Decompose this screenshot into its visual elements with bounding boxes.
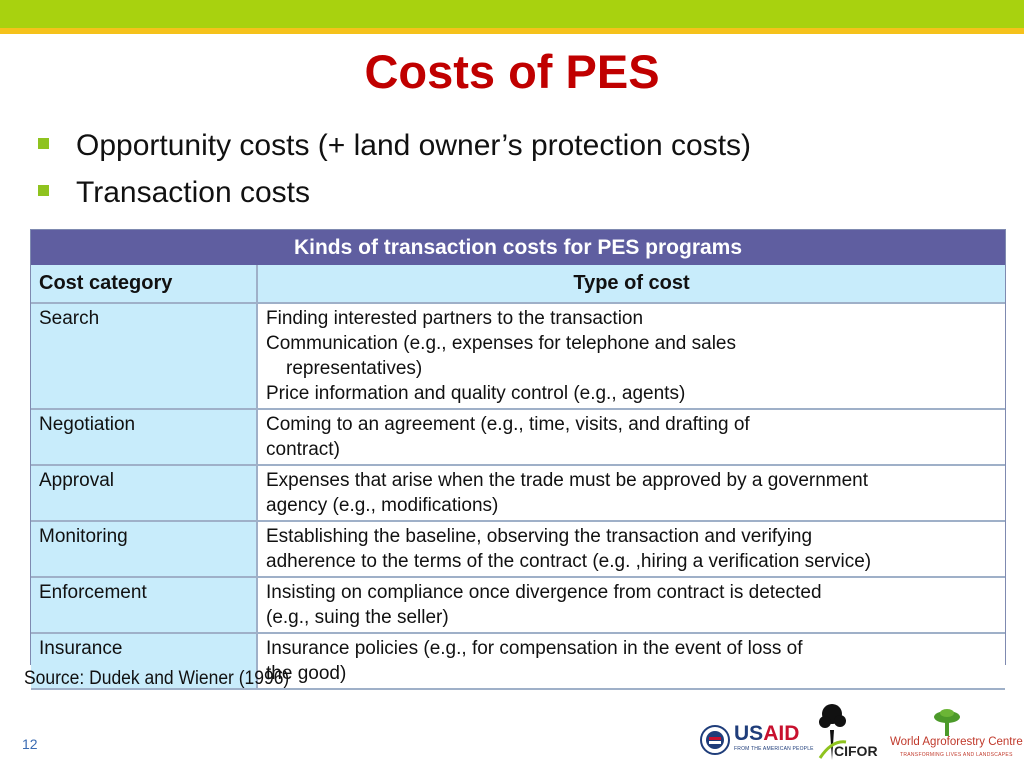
page-number: 12	[22, 736, 38, 752]
table-row	[31, 465, 1005, 521]
type-of-cost-cell	[257, 465, 1005, 521]
cost-line: Establishing the baseline, observing the transaction and verifying	[266, 526, 813, 547]
usaid-tagline: FROM THE AMERICAN PEOPLE	[734, 746, 814, 752]
table-header-row	[31, 265, 1005, 303]
square-bullet-icon	[38, 185, 49, 196]
costs-table	[31, 265, 1005, 690]
header-type-of-cost: Type of cost	[257, 265, 1005, 303]
cifor-logo-text: CIFOR	[834, 743, 878, 759]
slide-title: Costs of PES	[364, 45, 660, 98]
wac-tagline: TRANSFORMING LIVES AND LANDSCAPES	[900, 752, 1013, 758]
table-row	[31, 303, 1005, 409]
type-of-cost-cell	[257, 521, 1005, 577]
cost-line: Expenses that arise when the trade must be approved by a government	[266, 470, 869, 491]
cost-line: the good)	[266, 663, 347, 684]
wac-logo-text: World Agroforestry Centre	[890, 736, 1023, 748]
bullet-text: Opportunity costs (+ land owner’s protection costs)	[76, 129, 752, 162]
cost-category-cell: Insurance	[31, 633, 257, 689]
cost-line: adherence to the terms of the contract (e.g. ,hiring a verification service)	[266, 551, 872, 572]
cost-line: Coming to an agreement (e.g., time, visits, and drafting of	[266, 414, 750, 435]
table-row	[31, 409, 1005, 465]
top-banner-green	[0, 0, 1024, 28]
cost-category-cell: Monitoring	[31, 521, 257, 577]
square-bullet-icon	[38, 138, 49, 149]
bullet-text: Transaction costs	[76, 176, 310, 209]
cost-line: Finding interested partners to the transaction	[266, 308, 644, 329]
table-row	[31, 521, 1005, 577]
table-row	[31, 577, 1005, 633]
cost-line: (e.g., suing the seller)	[266, 607, 449, 628]
header-cost-category: Cost category	[31, 265, 257, 303]
partner-logos	[700, 700, 1023, 764]
cost-line: Insurance policies (e.g., for compensation in the event of loss of	[266, 638, 803, 659]
bullet-item	[38, 173, 751, 220]
type-of-cost-cell	[257, 409, 1005, 465]
bullet-item	[38, 126, 751, 173]
table-title: Kinds of transaction costs for PES programs	[31, 230, 1005, 265]
cost-category-cell: Search	[31, 303, 257, 409]
wac-tree-icon	[931, 708, 963, 736]
source-note: Source: Dudek and Wiener (1996)	[24, 668, 290, 689]
usaid-logo-text: USAID	[734, 722, 800, 745]
cost-category-cell: Negotiation	[31, 409, 257, 465]
cost-category-cell: Approval	[31, 465, 257, 521]
cost-line: agency (e.g., modifications)	[266, 495, 499, 516]
type-of-cost-cell	[257, 633, 1005, 689]
cost-line: representatives)	[286, 358, 423, 379]
type-of-cost-cell	[257, 577, 1005, 633]
cost-line: Price information and quality control (e.g., agents)	[266, 383, 686, 404]
bullet-list	[38, 126, 751, 220]
cost-line: Insisting on compliance once divergence from contract is detected	[266, 582, 822, 603]
cost-category-cell: Enforcement	[31, 577, 257, 633]
cost-line: contract)	[266, 439, 340, 460]
type-of-cost-cell	[257, 303, 1005, 409]
usaid-seal-icon	[700, 725, 730, 755]
cost-line: Communication (e.g., expenses for telephone and sales	[266, 333, 736, 354]
top-banner-yellow	[0, 28, 1024, 34]
